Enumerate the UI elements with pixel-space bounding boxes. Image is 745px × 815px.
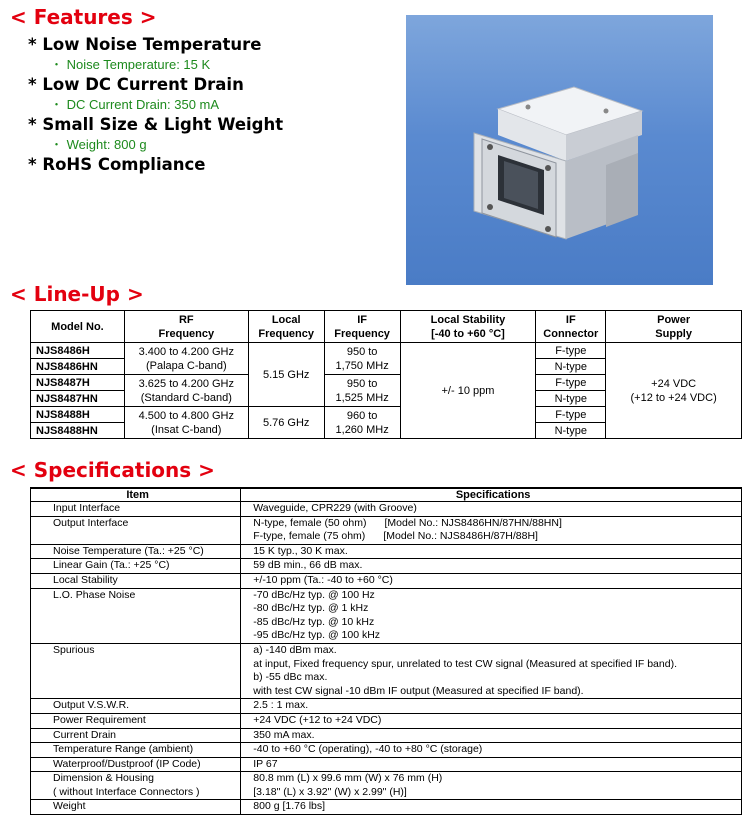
table-row [31, 699, 742, 714]
lineup-header-row [31, 311, 742, 343]
spec-item: Noise Temperature (Ta.: +25 °C) [31, 544, 241, 559]
connector-cell: F-type [536, 407, 606, 423]
table-row [31, 502, 742, 517]
header-stability: Local Stability [-40 to +60 °C] [400, 311, 536, 343]
header-item: Item [31, 488, 241, 502]
table-row [31, 757, 742, 772]
feature-weight-detail: ・ Weight: 800 g [50, 137, 147, 152]
spec-value: 350 mA max. [241, 728, 742, 743]
model-cell: NJS8488H [31, 407, 125, 423]
model-cell: NJS8488HN [31, 423, 125, 439]
features-title: < Features > [10, 5, 157, 29]
spec-item: Input Interface [31, 502, 241, 517]
header-model: Model No. [31, 311, 125, 343]
spec-item: Dimension & Housing ( without Interface Connectors ) [31, 772, 241, 800]
spec-item: Local Stability [31, 573, 241, 588]
connector-cell: N-type [536, 423, 606, 439]
model-cell: NJS8487HN [31, 391, 125, 407]
spec-item: Temperature Range (ambient) [31, 743, 241, 758]
spec-value: 80.8 mm (L) x 99.6 mm (W) x 76 mm (H) [3.18" (L) x 3.92" (W) x 2.99" (H)] [241, 772, 742, 800]
lo-cell: 5.15 GHz [248, 343, 324, 407]
rf-cell: 3.400 to 4.200 GHz (Palapa C-band) [124, 343, 248, 375]
specs-table [30, 487, 742, 815]
spec-item: Linear Gain (Ta.: +25 °C) [31, 559, 241, 574]
spec-value: 800 g [1.76 lbs] [241, 800, 742, 815]
spec-item: L.O. Phase Noise [31, 588, 241, 643]
connector-cell: N-type [536, 391, 606, 407]
lineup-title: < Line-Up > [10, 282, 144, 306]
header-connector: IF Connector [536, 311, 606, 343]
if-cell: 950 to 1,525 MHz [324, 375, 400, 407]
feature-small-size: * Small Size & Light Weight [28, 115, 284, 134]
table-row [31, 588, 742, 643]
spec-value: +24 VDC (+12 to +24 VDC) [241, 713, 742, 728]
connector-cell: F-type [536, 343, 606, 359]
header-power: Power Supply [606, 311, 742, 343]
spec-item: Current Drain [31, 728, 241, 743]
spec-value: 15 K typ., 30 K max. [241, 544, 742, 559]
lo-cell: 5.76 GHz [248, 407, 324, 439]
spec-value: IP 67 [241, 757, 742, 772]
header-lo: Local Frequency [248, 311, 324, 343]
table-row [31, 516, 742, 544]
model-cell: NJS8487H [31, 375, 125, 391]
spec-item: Output V.S.W.R. [31, 699, 241, 714]
spec-item: Waterproof/Dustproof (IP Code) [31, 757, 241, 772]
stability-cell: +/- 10 ppm [400, 343, 536, 439]
spec-value: Waveguide, CPR229 (with Groove) [241, 502, 742, 517]
feature-low-noise: * Low Noise Temperature [28, 35, 262, 54]
model-cell: NJS8486H [31, 343, 125, 359]
if-cell: 950 to 1,750 MHz [324, 343, 400, 375]
spec-item: Weight [31, 800, 241, 815]
lnb-illustration [406, 15, 713, 285]
connector-cell: N-type [536, 359, 606, 375]
spec-item: Output Interface [31, 516, 241, 544]
table-row [31, 800, 742, 815]
spec-value: +/-10 ppm (Ta.: -40 to +60 °C) [241, 573, 742, 588]
feature-low-dc: * Low DC Current Drain [28, 75, 244, 94]
spec-item: Spurious [31, 643, 241, 698]
header-if: IF Frequency [324, 311, 400, 343]
table-row [31, 343, 742, 359]
spec-value: -40 to +60 °C (operating), -40 to +80 °C (storage) [241, 743, 742, 758]
connector-cell: F-type [536, 375, 606, 391]
table-row [31, 559, 742, 574]
spec-value: N-type, female (50 ohm) [Model No.: NJS8486HN/87HN/88HN] F-type, female (75 ohm) [Model No.: NJS8486H/87H/88H] [241, 516, 742, 544]
spec-value: -70 dBc/Hz typ. @ 100 Hz -80 dBc/Hz typ. @ 1 kHz -85 dBc/Hz typ. @ 10 kHz -95 dBc/Hz typ. @ 100 kHz [241, 588, 742, 643]
specs-header-row [31, 488, 742, 502]
table-row [31, 728, 742, 743]
lineup-table [30, 310, 742, 439]
feature-rohs: * RoHS Compliance [28, 155, 206, 174]
table-row [31, 544, 742, 559]
rf-cell: 4.500 to 4.800 GHz (Insat C-band) [124, 407, 248, 439]
feature-noise-detail: ・ Noise Temperature: 15 K [50, 57, 211, 72]
features-list [28, 35, 283, 175]
model-cell: NJS8486HN [31, 359, 125, 375]
spec-value: 59 dB min., 66 dB max. [241, 559, 742, 574]
header-specifications: Specifications [241, 488, 742, 502]
spec-item: Power Requirement [31, 713, 241, 728]
feature-dc-detail: ・ DC Current Drain: 350 mA [50, 97, 220, 112]
spec-value: 2.5 : 1 max. [241, 699, 742, 714]
header-rf: RF Frequency [124, 311, 248, 343]
table-row [31, 713, 742, 728]
table-row [31, 573, 742, 588]
table-row [31, 643, 742, 698]
table-row [31, 772, 742, 800]
product-photo [406, 15, 713, 285]
table-row [31, 743, 742, 758]
rf-cell: 3.625 to 4.200 GHz (Standard C-band) [124, 375, 248, 407]
specs-title: < Specifications > [10, 458, 215, 482]
if-cell: 960 to 1,260 MHz [324, 407, 400, 439]
power-cell: +24 VDC (+12 to +24 VDC) [606, 343, 742, 439]
spec-value: a) -140 dBm max. at input, Fixed frequency spur, unrelated to test CW signal (Measured at specified IF band). b) -55 dBc max. with test CW signal -10 dBm IF output (Measured at specified IF band). [241, 643, 742, 698]
